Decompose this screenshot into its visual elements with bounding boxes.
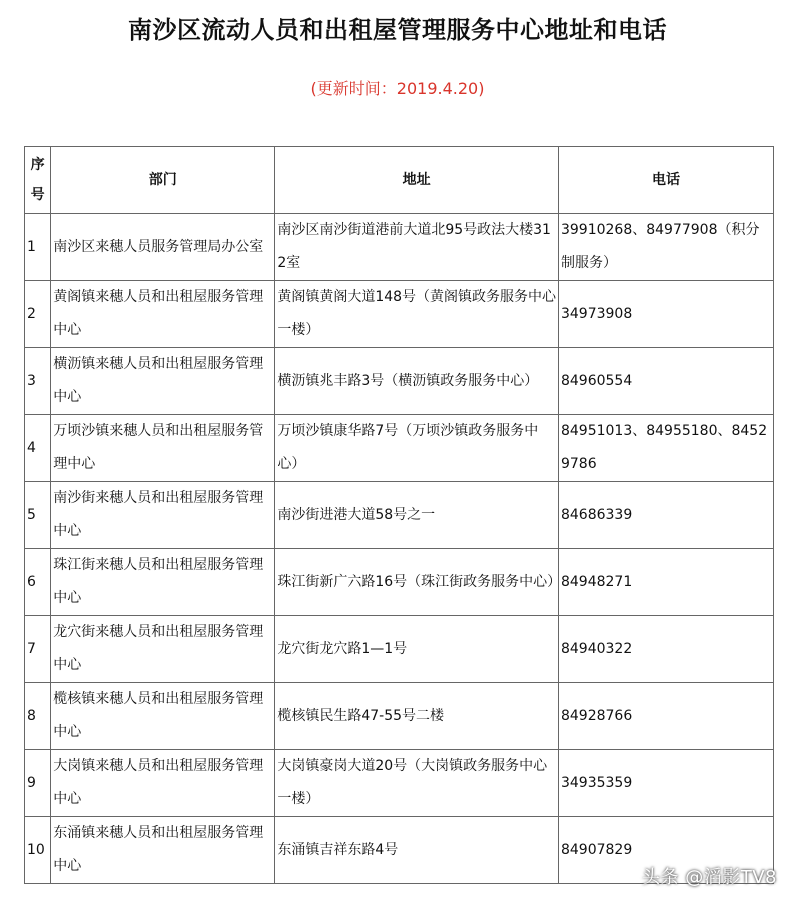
header-address: 地址 bbox=[275, 147, 559, 214]
cell-phone: 84928766 bbox=[558, 683, 773, 750]
table-body bbox=[25, 214, 774, 884]
cell-seq: 8 bbox=[25, 683, 51, 750]
table-row bbox=[25, 683, 774, 750]
table-row bbox=[25, 348, 774, 415]
cell-address: 榄核镇民生路47-55号二楼 bbox=[275, 683, 559, 750]
cell-address: 万顷沙镇康华路7号（万顷沙镇政务服务中心） bbox=[275, 415, 559, 482]
table-row bbox=[25, 616, 774, 683]
table-row bbox=[25, 415, 774, 482]
page-title: 南沙区流动人员和出租屋管理服务中心地址和电话 bbox=[128, 16, 667, 44]
contact-table bbox=[24, 146, 774, 884]
cell-address: 龙穴街龙穴路1—1号 bbox=[275, 616, 559, 683]
cell-phone: 84940322 bbox=[558, 616, 773, 683]
cell-address: 大岗镇豪岗大道20号（大岗镇政务服务中心一楼） bbox=[275, 750, 559, 817]
cell-seq: 7 bbox=[25, 616, 51, 683]
cell-phone: 34973908 bbox=[558, 281, 773, 348]
cell-address: 横沥镇兆丰路3号（横沥镇政务服务中心） bbox=[275, 348, 559, 415]
cell-phone: 84948271 bbox=[558, 549, 773, 616]
cell-address: 东涌镇吉祥东路4号 bbox=[275, 817, 559, 884]
cell-phone: 34935359 bbox=[558, 750, 773, 817]
cell-phone: 84951013、84955180、84529786 bbox=[558, 415, 773, 482]
cell-department: 万顷沙镇来穗人员和出租屋服务管理中心 bbox=[51, 415, 275, 482]
table-header-row bbox=[25, 147, 774, 214]
cell-seq: 4 bbox=[25, 415, 51, 482]
cell-phone: 84907829 bbox=[558, 817, 773, 884]
cell-phone: 84960554 bbox=[558, 348, 773, 415]
cell-address: 黄阁镇黄阁大道148号（黄阁镇政务服务中心一楼） bbox=[275, 281, 559, 348]
cell-phone: 84686339 bbox=[558, 482, 773, 549]
cell-seq: 10 bbox=[25, 817, 51, 884]
update-time: (更新时间：2019.4.20) bbox=[310, 79, 485, 98]
cell-seq: 5 bbox=[25, 482, 51, 549]
header-department: 部门 bbox=[51, 147, 275, 214]
cell-address: 南沙区南沙街道港前大道北95号政法大楼312室 bbox=[275, 214, 559, 281]
cell-seq: 9 bbox=[25, 750, 51, 817]
cell-department: 南沙区来穗人员服务管理局办公室 bbox=[51, 214, 275, 281]
table-row bbox=[25, 482, 774, 549]
cell-seq: 3 bbox=[25, 348, 51, 415]
cell-address: 南沙街进港大道58号之一 bbox=[275, 482, 559, 549]
cell-seq: 2 bbox=[25, 281, 51, 348]
cell-seq: 1 bbox=[25, 214, 51, 281]
cell-department: 东涌镇来穗人员和出租屋服务管理中心 bbox=[51, 817, 275, 884]
header-seq: 序号 bbox=[25, 147, 51, 214]
cell-department: 南沙街来穗人员和出租屋服务管理中心 bbox=[51, 482, 275, 549]
cell-department: 大岗镇来穗人员和出租屋服务管理中心 bbox=[51, 750, 275, 817]
table-row bbox=[25, 214, 774, 281]
header-phone: 电话 bbox=[558, 147, 773, 214]
cell-department: 横沥镇来穗人员和出租屋服务管理中心 bbox=[51, 348, 275, 415]
table-row bbox=[25, 549, 774, 616]
cell-department: 龙穴街来穗人员和出租屋服务管理中心 bbox=[51, 616, 275, 683]
watermark: 头条 @滔影TV8 bbox=[642, 867, 777, 888]
cell-department: 珠江街来穗人员和出租屋服务管理中心 bbox=[51, 549, 275, 616]
table-row bbox=[25, 281, 774, 348]
cell-address: 珠江街新广六路16号（珠江街政务服务中心） bbox=[275, 549, 559, 616]
cell-department: 榄核镇来穗人员和出租屋服务管理中心 bbox=[51, 683, 275, 750]
cell-phone: 39910268、84977908（积分制服务） bbox=[558, 214, 773, 281]
cell-department: 黄阁镇来穗人员和出租屋服务管理中心 bbox=[51, 281, 275, 348]
table-row bbox=[25, 750, 774, 817]
cell-seq: 6 bbox=[25, 549, 51, 616]
